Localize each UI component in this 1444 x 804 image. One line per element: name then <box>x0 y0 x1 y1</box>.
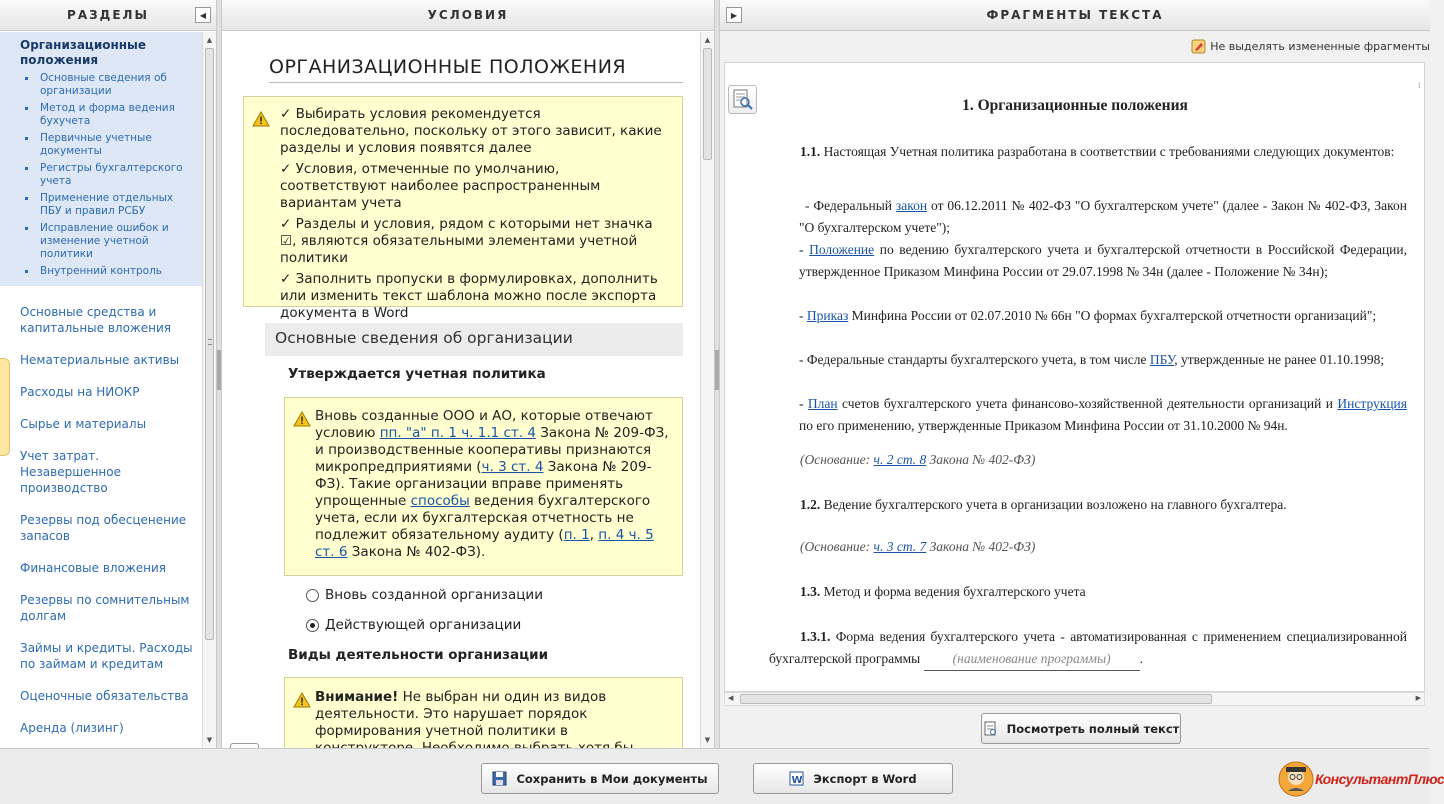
regulation-link[interactable]: Положение <box>809 242 875 257</box>
radio-circle[interactable] <box>306 589 319 602</box>
sidebar-item[interactable]: Нематериальные активы <box>20 353 180 367</box>
scroll-thumb[interactable] <box>740 694 1212 704</box>
scroll-thumb[interactable] <box>703 48 712 160</box>
law-link[interactable]: пп. "а" п. 1 ч. 1.1 ст. 4 <box>379 425 536 441</box>
export-label: Экспорт в Word <box>813 771 917 786</box>
sidebar-item[interactable]: Сырье и материалы <box>20 417 147 431</box>
tip-item: ✓ Выбирать условия рекомендуется последовательно, поскольку от этого зависит, какие разделы и условия появятся далее <box>280 106 662 156</box>
scroll-up-arrow[interactable]: ▲ <box>704 36 711 44</box>
micro-enterprise-note <box>284 397 683 576</box>
tip-item: ✓ Условия, отмеченные по умолчанию, соответствуют наиболее распространенным вариантам учета <box>280 161 601 211</box>
sidebar-item-active[interactable] <box>0 32 202 286</box>
bullet-regulation: - Положение по ведению бухгалтерского учета и бухгалтерской отчетности в Российской Федерации, утвержденное Приказом Минфина России от 29.07.1998 № 34н (далее - Положение № 34н); <box>799 242 1407 279</box>
basis-1: (Основание: ч. 2 ст. 8 Закона № 402-ФЗ) <box>800 452 1036 467</box>
radio-label: Вновь созданной организации <box>325 587 543 603</box>
highlighter-icon <box>1191 39 1206 54</box>
collapse-left-panel-button[interactable]: ◀ <box>195 7 211 23</box>
logo-mascot-icon <box>1278 761 1314 797</box>
paragraph-1-2: 1.2. Ведение бухгалтерского учета в организации возложено на главного бухгалтера. <box>800 497 1287 512</box>
conditions-panel-header <box>222 0 714 31</box>
methods-link[interactable]: способы <box>410 493 470 509</box>
sidebar-item[interactable]: Займы и кредиты. Расходы по займам и кредитам <box>20 641 193 671</box>
bullet-plan: - План счетов бухгалтерского учета финансово-хозяйственной деятельности организаций и Инструкция по его применению, утвержденные Приказом Минфина России от 31.10.2000 № 94н. <box>799 396 1407 433</box>
conditions-header-label: УСЛОВИЯ <box>427 8 509 22</box>
scroll-right-arrow[interactable]: ▶ <box>1415 694 1421 702</box>
export-to-word-button[interactable] <box>753 763 953 794</box>
sidebar-item[interactable]: Оценочные обязательства <box>20 689 189 703</box>
no-highlight-toggle[interactable] <box>1191 39 1430 54</box>
scroll-down-arrow[interactable]: ▼ <box>206 736 213 744</box>
radio-circle-checked[interactable] <box>306 619 319 632</box>
paragraph-1-3: 1.3. Метод и форма ведения бухгалтерского учета <box>800 584 1086 599</box>
conditions-panel <box>221 0 715 748</box>
subsection-item[interactable]: Регистры бухгалтерского учета <box>20 162 194 188</box>
subsection-list <box>20 72 194 278</box>
no-highlight-label[interactable]: Не выделять измененные фрагменты <box>1210 39 1430 53</box>
svg-text:W: W <box>791 775 803 786</box>
scroll-down-arrow[interactable]: ▼ <box>704 736 711 744</box>
view-full-text-label: Посмотреть полный текст <box>1006 721 1180 736</box>
conditions-scrollbar[interactable] <box>700 32 714 748</box>
law-link[interactable]: закон <box>895 198 928 213</box>
subsection-item[interactable]: Основные сведения об организации <box>20 72 194 98</box>
subsection-item[interactable]: Метод и форма ведения бухучета <box>20 102 194 128</box>
view-full-text-button[interactable] <box>981 713 1181 744</box>
document-view-icon <box>983 721 998 736</box>
sidebar-item[interactable]: Учет затрат. Незавершенное производство <box>20 449 121 495</box>
warning-icon <box>252 111 270 127</box>
sidebar-item[interactable]: Финансовые вложения <box>20 561 166 575</box>
bottom-toolbar <box>0 748 1444 804</box>
warning-icon <box>293 411 311 427</box>
document-preview <box>724 62 1425 692</box>
paragraph-1-3-1: 1.3.1. Форма ведения бухгалтерского учета - автоматизированная с применением специализированной бухгалтерской программы (наименование программы) . <box>769 626 1407 671</box>
page-title: ОРГАНИЗАЦИОННЫЕ ПОЛОЖЕНИЯ <box>269 56 683 83</box>
sidebar-item[interactable]: Резервы по сомнительным долгам <box>20 593 190 623</box>
bullet-law: - Федеральный закон от 06.12.2011 № 402-ФЗ "О бухгалтерском учете" (далее - Закон № 402-ФЗ, Закон "О бухгалтерском учете"); <box>799 198 1408 235</box>
save-icon <box>492 771 507 786</box>
scroll-up-arrow[interactable]: ▲ <box>206 36 213 44</box>
radio-label: Действующей организации <box>325 617 522 633</box>
tip-item: ✓ Заполнить пропуски в формулировках, дополнить или изменить текст шаблона можно после экспорта документа в Word <box>280 271 658 321</box>
section-nav-list <box>0 286 202 768</box>
sections-list <box>0 32 202 748</box>
fragments-header-label: ФРАГМЕНТЫ ТЕКСТА <box>986 8 1164 22</box>
save-to-my-documents-button[interactable] <box>481 763 719 794</box>
subsection-item[interactable]: Применение отдельных ПБУ и правил РСБУ <box>20 192 194 218</box>
basis-link[interactable]: ч. 3 ст. 7 <box>873 539 927 554</box>
warning-icon <box>293 692 311 708</box>
law-link[interactable]: ч. 3 ст. 4 <box>481 459 544 475</box>
active-section-title[interactable]: Организационные положения <box>20 38 147 67</box>
plan-link[interactable]: План <box>807 396 838 411</box>
sections-header-label: РАЗДЕЛЫ <box>67 8 149 22</box>
bullet-order: - Приказ Минфина России от 02.07.2010 № 66н "О формах бухгалтерской отчетности организаций"; <box>799 308 1377 323</box>
bullet-standards: - Федеральные стандарты бухгалтерского учета, в том числе ПБУ, утвержденные не ранее 01.10.1998; <box>799 352 1385 367</box>
sidebar-item[interactable]: Расходы на НИОКР <box>20 385 140 399</box>
sections-panel <box>0 0 217 748</box>
scroll-left-arrow[interactable]: ◀ <box>728 694 734 702</box>
group-title-activities: Виды деятельности организации <box>288 647 549 663</box>
save-label: Сохранить в Мои документы <box>516 771 708 786</box>
law-link[interactable]: п. 4 ч. 5 ст. 6 <box>315 527 654 560</box>
side-tab-handle[interactable] <box>0 358 10 456</box>
sidebar-item[interactable]: Основные средства и капитальные вложения <box>20 305 171 335</box>
radio-existing-organization[interactable] <box>306 617 521 633</box>
paragraph-1-1: 1.1. Настоящая Учетная политика разработана в соответствии с требованиями следующих документов: <box>800 144 1395 159</box>
fragment-heading: 1. Организационные положения <box>962 97 1188 114</box>
group-title-policy: Утверждается учетная политика <box>288 366 546 382</box>
conditions-content <box>222 32 701 748</box>
basis-link[interactable]: ч. 2 ст. 8 <box>873 452 927 467</box>
expand-right-panel-button[interactable]: ▶ <box>726 7 742 23</box>
subsection-item[interactable]: Внутренний контроль <box>20 265 194 278</box>
micro-enterprise-note-text: Вновь созданные ООО и АО, которые отвечают условию пп. "а" п. 1 ч. 1.1 ст. 4 Закона № 209-ФЗ, и производственные кооперативы признаются микропредприятиями (ч. 3 ст. 4 Закона № 209-ФЗ). Такие организации вправе применять упрощенные способы ведения бухгалтерского учета, если их бухгалтерская отчетность не подлежит обязательному аудиту (п. 1, п. 4 ч. 5 ст. 6 Закона № 402-ФЗ). <box>315 408 669 560</box>
tips-note <box>243 96 683 321</box>
text-fragments-panel <box>719 0 1429 748</box>
radio-new-organization[interactable] <box>306 587 543 603</box>
tips-list <box>280 106 668 322</box>
law-link[interactable]: п. 1 <box>563 527 590 543</box>
sections-panel-header <box>0 0 216 31</box>
program-name-blank[interactable]: (наименование программы) <box>924 648 1140 671</box>
subsection-item[interactable]: Исправление ошибок и изменение учетной политики <box>20 222 194 261</box>
consultant-plus-logo <box>1278 761 1444 797</box>
sidebar-item[interactable]: Резервы под обесценение запасов <box>20 513 187 543</box>
attention-note-text: Внимание! Не выбран ни один из видов деятельности. Это нарушает порядок формирования учетной политики в <box>315 689 607 739</box>
side-marker: ⁝ <box>1418 81 1421 90</box>
subsection-item[interactable]: Первичные учетные документы <box>20 132 194 158</box>
instruction-link[interactable]: Инструкция <box>1337 396 1407 411</box>
fragments-panel-header <box>720 0 1430 31</box>
basis-2: (Основание: ч. 3 ст. 7 Закона № 402-ФЗ) <box>800 539 1036 554</box>
word-icon <box>789 771 804 786</box>
tip-item: ✓ Разделы и условия, рядом с которыми нет значка ☑, являются обязательными элементами учетной политики <box>280 216 653 266</box>
order-link[interactable]: Приказ <box>806 308 849 323</box>
preview-horizontal-scrollbar[interactable] <box>724 692 1425 706</box>
section-title: Основные сведения об организации <box>265 323 683 356</box>
fragments-toolbar <box>720 32 1430 60</box>
sections-scrollbar[interactable] <box>202 32 216 748</box>
pbu-link[interactable]: ПБУ <box>1149 352 1175 367</box>
logo-text: КонсультантПлюс <box>1315 771 1444 787</box>
scroll-thumb[interactable] <box>205 48 214 640</box>
sidebar-item[interactable]: Аренда (лизинг) <box>20 721 124 735</box>
